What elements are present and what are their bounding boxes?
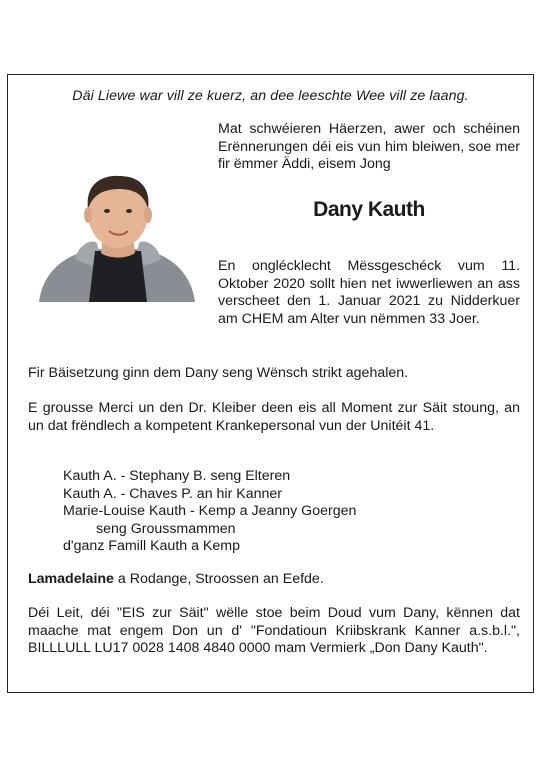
family-list xyxy=(63,468,356,556)
residence-line xyxy=(28,571,324,587)
family-line: Kauth A. - Chaves P. an hir Kanner xyxy=(63,485,282,502)
thanks-text: E grousse Merci un den Dr. Kleiber deen eis all Moment zur Säit stoung, an un dat frëndlech a kompetent Krankepersonal vun der Unitéit 41. xyxy=(28,400,520,434)
residence-rest: a Rodange, Stroossen an Eefde. xyxy=(113,571,324,587)
death-details: En onglécklecht Mëssgeschéck vum 11. Oktober 2020 sollt hien net iwwerliewen an ass verscheet den 1. Januar 2021 zu Nidderkuer am CHEM am Alter vun nëmmen 33 Joer. xyxy=(218,258,520,327)
donation-text: Déi Leit, déi "EIS zur Säit" wëlle stoe beim Doud vum Dany, kënnen dat maache mat engem Don un d' "Fondatioun Kriibskrank Kanner a.s.b.l.", BILLLULL LU17 0028 1408 4840 0000 mam Vermierk „Don Dany Kauth". xyxy=(28,605,520,656)
intro-text: Mat schwéieren Häerzen, awer och schéinen Erënnerungen déi eis vun him bleiwen, soe mer fir ëmmer Äddi, eisem Jong xyxy=(218,121,520,172)
deceased-name: Dany Kauth xyxy=(313,198,425,221)
obituary-card xyxy=(7,74,534,693)
portrait-photo xyxy=(35,173,198,302)
family-line: Kauth A. - Stephany B. seng Elteren xyxy=(63,468,291,484)
portrait-illustration xyxy=(35,173,198,302)
family-line: d'ganz Famill Kauth a Kemp xyxy=(63,538,240,554)
opening-quote: Däi Liewe war vill ze kuerz, an dee leeschte Wee vill ze laang. xyxy=(72,88,469,104)
funeral-note: Fir Bäisetzung ginn dem Dany seng Wënsch strikt agehalen. xyxy=(28,365,409,381)
residence-bold: Lamadelaine xyxy=(28,571,114,587)
family-line: Marie-Louise Kauth - Kemp a Jeanny Goergen xyxy=(63,503,357,519)
family-line: seng Groussmammen xyxy=(96,520,236,537)
